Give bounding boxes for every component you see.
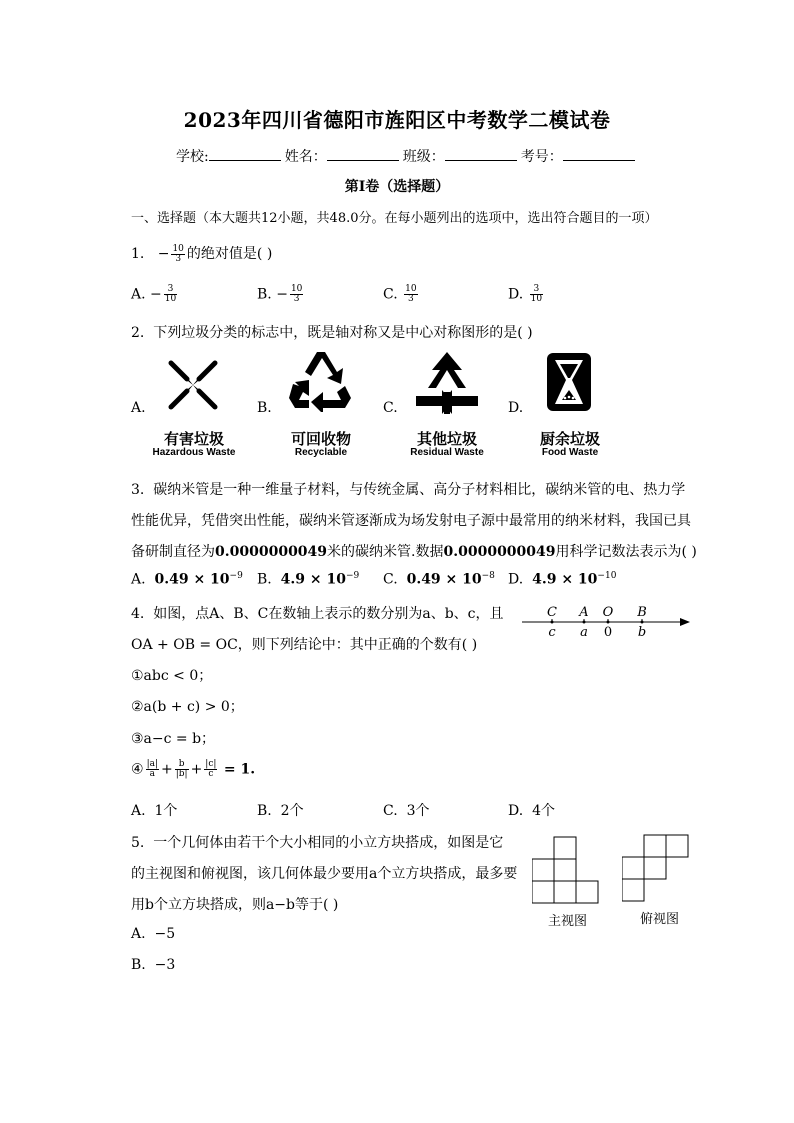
hazardous-waste-icon: [165, 357, 221, 413]
option-text: 3个: [406, 803, 430, 819]
denominator: 10: [530, 294, 543, 304]
question-text-line-1: 如图，点A、B、C在数轴上表示的数分别为a、b、c，且: [153, 606, 504, 622]
numerator: 3: [530, 285, 543, 295]
number-line-diagram: [520, 604, 692, 640]
option-d[interactable]: [508, 285, 545, 304]
option-label: A.: [131, 803, 146, 819]
statement-4: [131, 760, 255, 779]
statement-result: = 1.: [223, 761, 256, 778]
option-b[interactable]: [131, 957, 175, 973]
option-b[interactable]: [257, 285, 305, 304]
hazardous-caption-en: Hazardous Waste: [152, 447, 236, 458]
option-label: B.: [131, 957, 146, 973]
value-label-c: c: [548, 625, 556, 640]
exam-number-label: 考号：: [520, 149, 563, 165]
statement-3: ③a−c = b；: [131, 731, 216, 747]
recyclable-icon: [287, 350, 353, 412]
denominator: |b|: [175, 769, 188, 779]
option-text: −5: [154, 926, 176, 942]
option-exponent: −8: [481, 571, 495, 581]
option-exponent: −10: [597, 571, 617, 581]
option-text: 1个: [154, 803, 178, 819]
option-label: C.: [383, 400, 398, 416]
option-b[interactable]: [257, 400, 272, 416]
value-label-b: b: [637, 625, 647, 640]
option-a[interactable]: [131, 285, 179, 304]
option-label: C.: [383, 803, 398, 819]
option-label: A.: [131, 400, 146, 416]
option-sign: −: [276, 286, 288, 303]
option-label: C.: [383, 286, 398, 303]
option-c[interactable]: [383, 571, 495, 588]
option-label: C.: [383, 571, 398, 588]
statement-1: ①abc < 0；: [131, 668, 213, 684]
option-base: 0.49 × 10: [154, 571, 230, 588]
option-a[interactable]: [131, 926, 175, 942]
statement-marker: ④: [131, 761, 144, 778]
question-3-line-2: 性能优异，凭借突出性能，碳纳米管逐渐成为场发射电子源中最常用的纳米材料，我国已具: [131, 513, 691, 529]
question-5-line-3: 用b个立方块搭成，则a−b等于( ): [131, 897, 339, 913]
denominator: c: [208, 769, 214, 779]
option-label: D.: [508, 400, 524, 416]
front-view-label: 主视图: [548, 914, 588, 929]
fraction: [164, 285, 177, 304]
option-a[interactable]: [131, 571, 243, 588]
school-blank: [209, 146, 281, 161]
question-number: 3.: [131, 482, 145, 498]
question-number: 2.: [131, 325, 145, 341]
option-exponent: −9: [229, 571, 243, 581]
numerator: 3: [164, 285, 177, 295]
numerator: 10: [290, 284, 303, 294]
fraction: [404, 285, 417, 304]
recyclable-caption: 可回收物: [290, 431, 351, 448]
question-2: [131, 322, 533, 342]
question-text: 的绝对值是( ): [186, 246, 273, 262]
section-title: 一、选择题（本大题共12小题，共48.0分。在每小题列出的选项中，选出符合题目的一项）: [131, 211, 658, 226]
text-segment: 备研制直径为: [131, 544, 215, 560]
fraction: [146, 760, 159, 779]
option-c[interactable]: [383, 800, 430, 820]
option-text: 4个: [532, 803, 556, 819]
option-d[interactable]: [508, 400, 523, 416]
option-exponent: −9: [345, 571, 360, 581]
denominator: 3: [175, 253, 182, 264]
option-label: A.: [131, 286, 146, 303]
option-label: B.: [257, 400, 272, 416]
number-value: 0.0000000049: [215, 544, 328, 560]
option-sign: −: [150, 286, 162, 303]
student-info-line: [176, 146, 639, 166]
fraction: [171, 245, 184, 264]
option-label: B.: [257, 286, 272, 303]
option-label: D.: [508, 286, 524, 303]
exam-number-blank: [563, 146, 635, 161]
fraction: [530, 285, 543, 304]
number-value: 0.0000000049: [443, 544, 556, 560]
question-number: 4.: [131, 606, 145, 622]
option-b[interactable]: [257, 571, 359, 588]
option-c[interactable]: [383, 400, 398, 416]
question-1: [131, 243, 272, 264]
recyclable-caption-en: Recyclable: [294, 447, 348, 458]
fraction: [204, 760, 217, 779]
food-waste-icon: [546, 352, 592, 412]
option-base: 0.49 × 10: [406, 571, 482, 588]
school-label: 学校:: [176, 149, 209, 165]
numerator: |c|: [205, 759, 217, 769]
point-label-o: O: [602, 605, 614, 620]
question-text: 下列垃圾分类的标志中，既是轴对称又是中心对称图形的是( ): [153, 325, 533, 341]
point-label-b: B: [637, 605, 647, 620]
question-4-line-2: OA + OB = OC，则下列结论中：其中正确的个数有( ): [131, 637, 478, 653]
question-3: [131, 479, 685, 499]
question-number: 5.: [131, 835, 145, 851]
top-view-label: 俯视图: [640, 912, 680, 927]
option-b[interactable]: [257, 800, 304, 820]
part-title: 第I卷（选择题）: [344, 179, 450, 195]
front-view-diagram: [532, 836, 602, 906]
top-view-diagram: [622, 834, 692, 904]
option-a[interactable]: [131, 800, 177, 820]
point-label-a: A: [579, 605, 589, 620]
question-5: [131, 832, 503, 852]
food-caption: 厨余垃圾: [539, 431, 600, 448]
question-3-line-3: [131, 541, 697, 561]
option-label: B.: [257, 571, 272, 588]
option-text: 2个: [280, 803, 304, 819]
option-label: B.: [257, 803, 272, 819]
option-d[interactable]: [508, 800, 555, 820]
option-text: −3: [154, 957, 176, 973]
plus-sign: +: [161, 761, 173, 778]
page-title: 2023年四川省德阳市旌阳区中考数学二模试卷: [183, 108, 611, 132]
numerator: |a|: [146, 759, 158, 769]
question-text-line-1: 一个几何体由若干个大小相同的小立方块搭成，如图是它: [153, 835, 504, 851]
point-label-c: C: [547, 605, 557, 620]
option-label: D.: [508, 571, 524, 588]
option-a[interactable]: [131, 400, 146, 416]
numerator: 10: [405, 284, 417, 294]
option-label: D.: [508, 803, 524, 819]
fraction: [290, 285, 303, 304]
class-label: 班级：: [402, 149, 445, 165]
denominator: 10: [164, 294, 177, 304]
numerator: b: [175, 760, 189, 770]
plus-sign: +: [190, 761, 203, 778]
option-base: 4.9 × 10: [532, 571, 598, 588]
statement-2: ②a(b + c) > 0；: [131, 699, 244, 715]
residual-waste-icon: [414, 352, 480, 414]
text-segment: 米的碳纳米管.数据: [327, 544, 444, 560]
value-label-a: a: [580, 625, 588, 640]
minus-sign: −: [157, 246, 170, 262]
residual-caption: 其他垃圾: [416, 431, 477, 448]
denominator: 3: [293, 294, 300, 304]
option-label: A.: [131, 571, 146, 588]
name-label: 姓名：: [284, 149, 327, 165]
option-c[interactable]: [383, 285, 420, 304]
question-5-line-2: 的主视图和俯视图，该几何体最少要用a个立方块搭成，最多要: [131, 866, 518, 882]
numerator: 10: [172, 243, 184, 254]
name-blank: [327, 146, 399, 161]
option-d[interactable]: [508, 571, 616, 588]
option-base: 4.9 × 10: [280, 571, 346, 588]
value-label-zero: 0: [603, 625, 613, 640]
question-number: 1.: [131, 246, 145, 262]
question-4: [131, 603, 504, 623]
hazardous-caption: 有害垃圾: [163, 431, 224, 448]
denominator: a: [149, 769, 155, 779]
question-text-line-1: 碳纳米管是一种一维量子材料，与传统金属、高分子材料相比，碳纳米管的电、热力学: [153, 482, 686, 498]
food-caption-en: Food Waste: [541, 447, 599, 458]
class-blank: [445, 146, 517, 161]
option-label: A.: [131, 926, 146, 942]
fraction: [175, 760, 189, 779]
denominator: 3: [407, 294, 414, 304]
residual-caption-en: Residual Waste: [410, 447, 484, 458]
text-segment: 用科学记数法表示为( ): [555, 544, 697, 560]
